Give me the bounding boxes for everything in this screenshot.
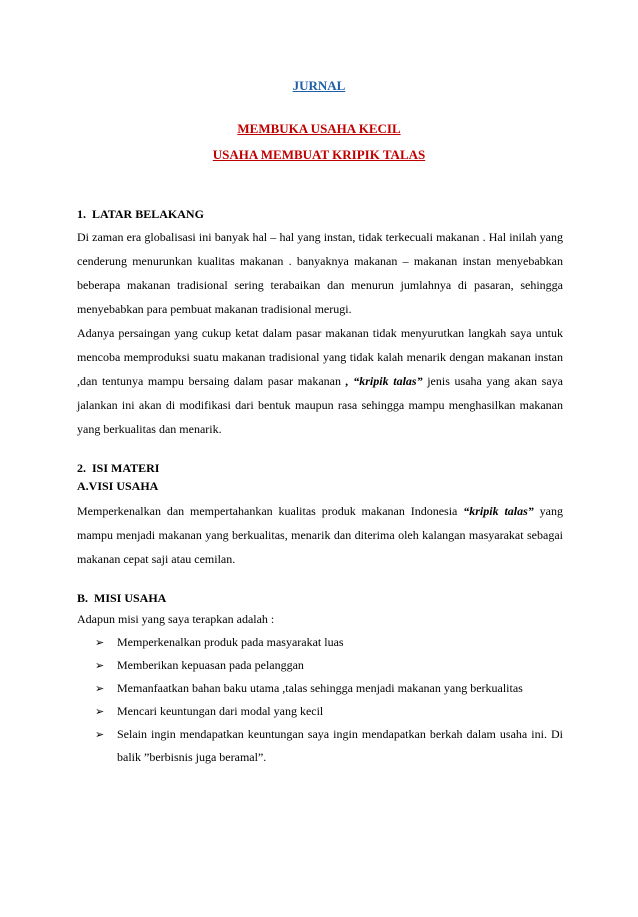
misi-item xyxy=(95,677,563,700)
misi-item xyxy=(95,654,563,677)
title-line-1: MEMBUKA USAHA KECIL xyxy=(237,121,401,136)
arrowhead-bullet-icon: ➢ xyxy=(95,728,105,741)
misi-item-text: Memperkenalkan produk pada masyarakat luas xyxy=(117,635,344,649)
section-1-paragraph-2 xyxy=(77,321,563,441)
misi-item xyxy=(95,723,563,769)
visi-paragraph xyxy=(77,499,563,571)
misi-heading: B. MISI USAHA xyxy=(77,591,167,605)
document-body xyxy=(77,205,563,769)
visi-text-b: yang mampu menjadi makanan yang berkualitas, menarik dan diterima oleh kalangan masyarakat sebagai makanan cepat saji atau cemilan. xyxy=(77,504,563,566)
para2-emphasis: , “kripik talas” xyxy=(345,374,423,388)
misi-item xyxy=(95,631,563,654)
misi-item-text: Memberikan kepuasan pada pelanggan xyxy=(117,658,304,672)
misi-item-text: Mencari keuntungan dari modal yang kecil xyxy=(117,704,324,718)
section-1-heading: 1. LATAR BELAKANG xyxy=(77,207,204,221)
arrowhead-bullet-icon: ➢ xyxy=(95,705,105,718)
visi-text-a: Memperkenalkan dan mempertahankan kualitas produk makanan Indonesia xyxy=(77,504,464,518)
para2-text-a: Adanya persaingan yang cukup ketat dalam pasar makanan tidak menyurutkan langkah saya untuk mencoba memproduksi suatu makanan tradisional yang tidak kalah menarik dengan makanan instan ,dan tentunya mampu bersaing dalam pasar makanan xyxy=(77,326,563,388)
misi-item-text: Memanfaatkan bahan baku utama ,talas sehingga menjadi makanan yang berkualitas xyxy=(117,681,523,695)
misi-intro: Adapun misi yang saya terapkan adalah : xyxy=(77,612,275,626)
title-line-2: USAHA MEMBUAT KRIPIK TALAS xyxy=(212,147,426,162)
jurnal-heading: JURNAL xyxy=(292,78,346,93)
misi-item xyxy=(95,700,563,723)
section-1-paragraph-1: Di zaman era globalisasi ini banyak hal – hal yang instan, tidak terkecuali makanan . Hal inilah yang cenderung menurunkan kualitas makanan . banyaknya makanan – makanan instan menyebabkan beberapa makanan tradisional sering terabaikan dan menurun jumlahnya di pasaran, sehingga menyebabkan para pembuat makanan tradisional merugi. xyxy=(77,230,563,316)
para2-text-b: jenis usaha yang akan saya jalankan ini akan di modifikasi dari bentuk maupun rasa sehingga mampu menghasilkan makanan yang berkualitas dan menarik. xyxy=(77,374,563,436)
arrowhead-bullet-icon: ➢ xyxy=(95,636,105,649)
misi-item-text: Selain ingin mendapatkan keuntungan saya ingin mendapatkan berkah dalam usaha ini. Di balik ”berbisnis juga beramal”. xyxy=(117,727,563,764)
arrowhead-bullet-icon: ➢ xyxy=(95,659,105,672)
section-2-heading: 2. ISI MATERI xyxy=(77,461,160,475)
misi-list xyxy=(77,631,563,769)
visi-emphasis: “kripik talas” xyxy=(463,504,534,518)
arrowhead-bullet-icon: ➢ xyxy=(95,682,105,695)
visi-heading: A.VISI USAHA xyxy=(77,479,159,493)
